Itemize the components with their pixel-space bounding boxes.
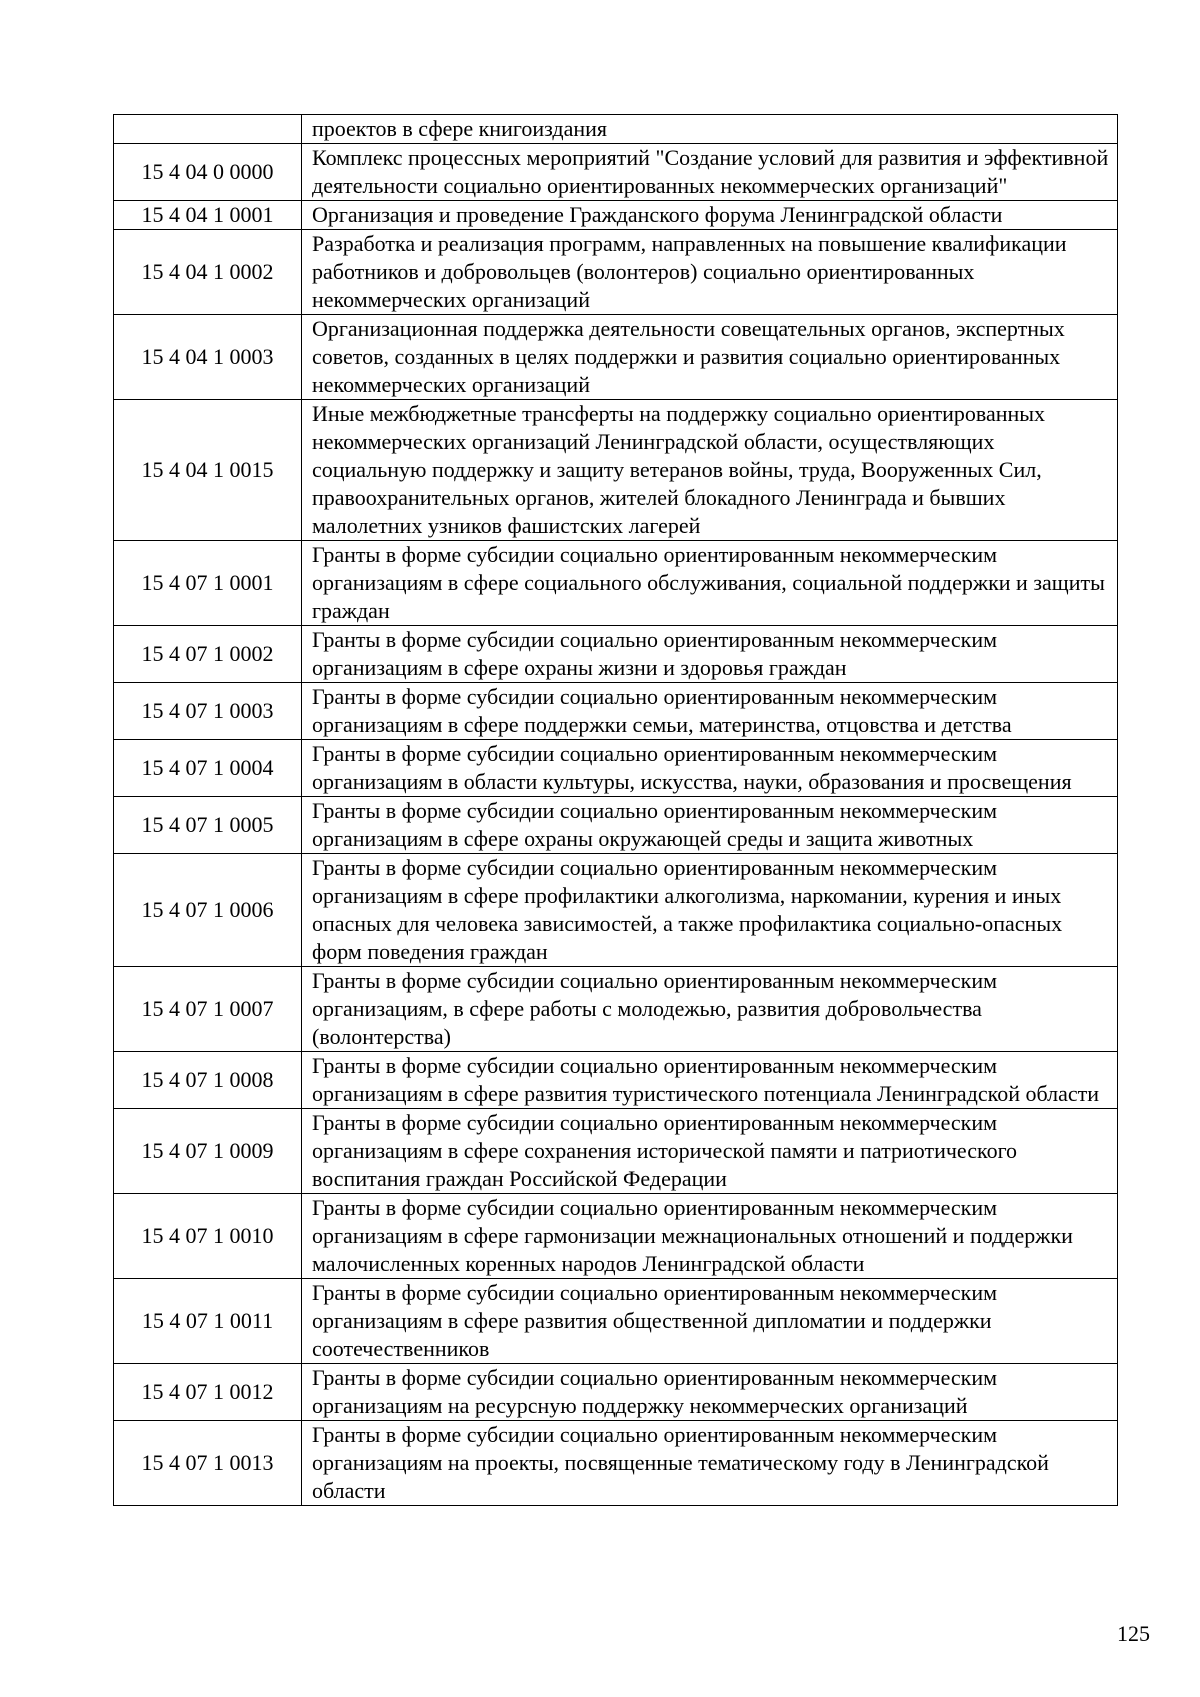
name-cell: Комплекс процессных мероприятий "Создание условий для развития и эффективной деятельности социально ориентированных некоммерческих организаций" [302, 144, 1118, 201]
table-row [114, 626, 1118, 683]
table-row [114, 1052, 1118, 1109]
table-row [114, 201, 1118, 230]
table-row [114, 683, 1118, 740]
name-cell: Гранты в форме субсидии социально ориентированным некоммерческим организациям, в сфере работы с молодежью, развития добровольчества (волонтерства) [302, 967, 1118, 1052]
code-cell: 15 4 04 1 0001 [114, 201, 302, 230]
table-row [114, 1194, 1118, 1279]
name-cell: Гранты в форме субсидии социально ориентированным некоммерческим организациям в сфере сохранения исторической памяти и патриотического воспитания граждан Российской Федерации [302, 1109, 1118, 1194]
name-cell: Разработка и реализация программ, направленных на повышение квалификации работников и добровольцев (волонтеров) социально ориентированных некоммерческих организаций [302, 230, 1118, 315]
code-cell [114, 115, 302, 144]
name-cell: Гранты в форме субсидии социально ориентированным некоммерческим организациям в сфере развития туристического потенциала Ленинградской области [302, 1052, 1118, 1109]
code-cell: 15 4 07 1 0012 [114, 1364, 302, 1421]
table-row [114, 797, 1118, 854]
table-row [114, 541, 1118, 626]
table-row [114, 230, 1118, 315]
code-cell: 15 4 07 1 0010 [114, 1194, 302, 1279]
page-number: 125 [1117, 1621, 1150, 1646]
name-cell: Гранты в форме субсидии социально ориентированным некоммерческим организациям в сфере социального обслуживания, социальной поддержки и защиты граждан [302, 541, 1118, 626]
table-body [114, 115, 1118, 1506]
code-cell: 15 4 04 1 0002 [114, 230, 302, 315]
code-cell: 15 4 07 1 0002 [114, 626, 302, 683]
table-row [114, 854, 1118, 967]
code-cell: 15 4 04 0 0000 [114, 144, 302, 201]
budget-codes-table [113, 114, 1118, 1506]
name-cell: Гранты в форме субсидии социально ориентированным некоммерческим организациям в сфере охраны жизни и здоровья граждан [302, 626, 1118, 683]
name-cell: Иные межбюджетные трансферты на поддержку социально ориентированных некоммерческих организаций Ленинградской области, осуществляющих социальную поддержку и защиту ветеранов войны, труда, Вооруженных Сил, правоохранительных органов, жителей блокадного Ленинграда и бывших малолетних узников фашистских лагерей [302, 400, 1118, 541]
table-row [114, 1364, 1118, 1421]
code-cell: 15 4 07 1 0008 [114, 1052, 302, 1109]
table-row [114, 144, 1118, 201]
code-cell: 15 4 07 1 0005 [114, 797, 302, 854]
name-cell: Гранты в форме субсидии социально ориентированным некоммерческим организациям в сфере гармонизации межнациональных отношений и поддержки малочисленных коренных народов Ленинградской области [302, 1194, 1118, 1279]
code-cell: 15 4 07 1 0011 [114, 1279, 302, 1364]
code-cell: 15 4 04 1 0003 [114, 315, 302, 400]
code-cell: 15 4 07 1 0013 [114, 1421, 302, 1506]
code-cell: 15 4 07 1 0006 [114, 854, 302, 967]
table-row [114, 1421, 1118, 1506]
name-cell: Организационная поддержка деятельности совещательных органов, экспертных советов, созданных в целях поддержки и развития социально ориентированных некоммерческих организаций [302, 315, 1118, 400]
name-cell: проектов в сфере книгоиздания [302, 115, 1118, 144]
name-cell: Гранты в форме субсидии социально ориентированным некоммерческим организациям в сфере охраны окружающей среды и защита животных [302, 797, 1118, 854]
name-cell: Гранты в форме субсидии социально ориентированным некоммерческим организациям на ресурсную поддержку некоммерческих организаций [302, 1364, 1118, 1421]
code-cell: 15 4 07 1 0004 [114, 740, 302, 797]
name-cell: Гранты в форме субсидии социально ориентированным некоммерческим организациям в сфере профилактики алкоголизма, наркомании, курения и иных опасных для человека зависимостей, а также профилактика социально-опасных форм поведения граждан [302, 854, 1118, 967]
table-row [114, 967, 1118, 1052]
table-row [114, 115, 1118, 144]
name-cell: Гранты в форме субсидии социально ориентированным некоммерческим организациям в области культуры, искусства, науки, образования и просвещения [302, 740, 1118, 797]
table-row [114, 400, 1118, 541]
code-cell: 15 4 07 1 0009 [114, 1109, 302, 1194]
code-cell: 15 4 07 1 0007 [114, 967, 302, 1052]
code-cell: 15 4 07 1 0003 [114, 683, 302, 740]
code-cell: 15 4 04 1 0015 [114, 400, 302, 541]
table-row [114, 315, 1118, 400]
table-row [114, 1109, 1118, 1194]
name-cell: Организация и проведение Гражданского форума Ленинградской области [302, 201, 1118, 230]
name-cell: Гранты в форме субсидии социально ориентированным некоммерческим организациям на проекты, посвященные тематическому году в Ленинградской области [302, 1421, 1118, 1506]
name-cell: Гранты в форме субсидии социально ориентированным некоммерческим организациям в сфере поддержки семьи, материнства, отцовства и детства [302, 683, 1118, 740]
name-cell: Гранты в форме субсидии социально ориентированным некоммерческим организациям в сфере развития общественной дипломатии и поддержки соотечественников [302, 1279, 1118, 1364]
table-row [114, 1279, 1118, 1364]
table-row [114, 740, 1118, 797]
code-cell: 15 4 07 1 0001 [114, 541, 302, 626]
